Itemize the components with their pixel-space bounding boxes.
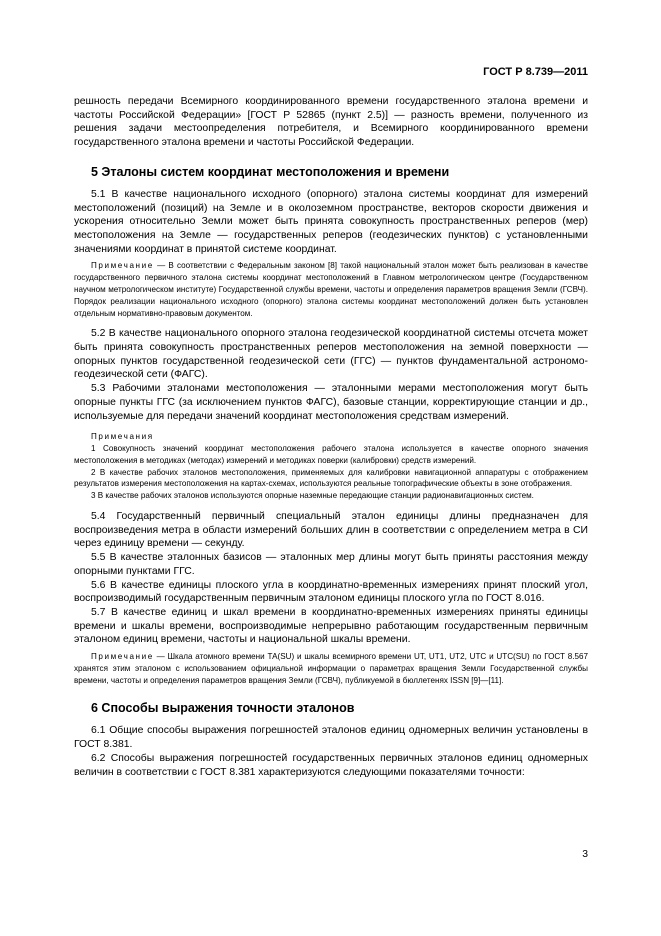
paragraph-5-5: 5.5 В качестве эталонных базисов — эталонных мер длины могут быть приняты расстояния между опорными пунктами ГГС.: [74, 552, 588, 577]
paragraph-5-6: 5.6 В качестве единицы плоского угла в координатно-временных измерениях принят плоский угол, воспроизводимый государственным первичным эталоном единицы плоского угла по ГОСТ 8.016.: [74, 579, 588, 605]
paragraph-5-7: 5.7 В качестве единиц и шкал времени в координатно-временных измерениях приняты единицы времени и шкалы времени, воспроизводимые непрерывно работающим государственным первичным эталоном единиц времени, частоты и национальной шкалы времени.: [74, 606, 588, 646]
section-5-heading: 5 Эталоны систем координат местоположения и времени: [91, 164, 450, 179]
document-header: ГОСТ Р 8.739—2011: [483, 66, 588, 78]
note-text: — Шкала атомного времени ТА(SU) и шкалы всемирного времени UT, UT1, UT2, UTC и UTC(SU) по ГОСТ 8.567 хранятся этим эталоном с использованием официальной информации о параметрах вращения Земли Государственной службы времени, частоты и определения параметров вращения Земли (ГСВЧ), публикуемой в бюллетенях ISSN [9]—[11].: [74, 652, 588, 685]
paragraph-5-2: 5.2 В качестве национального опорного эталона геодезической координатной системы отсчета может быть принята совокупность пространственных реперов местоположения на земной поверхности — опорных пунктов государственной геодезической сети (ГГС) — пунктов фундаментальной астрономо-геодезической сети (ФАГС).: [74, 328, 588, 381]
paragraph-6-1: 6.1 Общие способы выражения погрешностей эталонов единиц одномерных величин установлены в ГОСТ 8.381.: [74, 725, 588, 751]
paragraph-5-1: 5.1 В качестве национального исходного (опорного) эталона системы координат для измерений местоположений (позиций) на Земле и в околоземном пространстве, векторов скорости движения и ускорения относительно Земли может быть принята совокупность пространственных реперов (мер) местоположения на Земле — государственных реперов (геодезических пунктов) с установленными значениями координат в принятой системе координат.: [74, 188, 588, 255]
section-6-heading: 6 Способы выражения точности эталонов: [91, 701, 355, 716]
note-label: Примечание: [91, 261, 154, 271]
note-item: 2 В качестве рабочих эталонов местоположения, применяемых для калибровки навигационной аппаратуры с отображением результатов измерения местоположения на картах-схемах, используются реальные топографические объекты в зоне отображения.: [74, 467, 588, 489]
paragraph-5-3: 5.3 Рабочими эталонами местоположения — эталонными мерами местоположения могут быть опорные пункты ГГС (за исключением пунктов ФАГС), базовые станции, корректирующие станции и др., используемые для передачи значений координат местоположения средствам измерений.: [74, 383, 588, 422]
note-label: Примечание: [91, 652, 154, 662]
paragraph-6-2: 6.2 Способы выражения погрешностей государственных первичных эталонов единиц одномерных величин в соответствии с ГОСТ 8.381 характеризуются следующими показателями точности:: [74, 752, 588, 778]
note-5-7: [74, 651, 588, 686]
note-item: 1 Совокупность значений координат местоположения рабочего эталона используется в качестве опорного значения местоположения в методиках (методах) измерений и методиках поверки (калибровки) средств измерений.: [74, 444, 588, 465]
notes-label: Примечания: [91, 432, 154, 442]
page-content: [74, 95, 588, 779]
note-text: — В соответствии с Федеральным законом [8] такой национальный эталон может быть реализован в качестве государственного первичного эталона системы координат местоположений в Главном метрологическом центре (Государственном научном метрологическом институте) Государственной службы времени, частоты и определения параметров вращения Земли (ГСВЧ). Порядок реализации национального исходного (опорного) эталона системы координат местоположений должен быть установлен отдельным нормативно-правовым документом.: [74, 261, 588, 318]
page-number: 3: [582, 849, 588, 860]
note-item: 3 В качестве рабочих эталонов используются опорные наземные передающие станции радионавигационных систем.: [91, 491, 534, 501]
intro-paragraph: решность передачи Всемирного координированного времени государственного эталона времени и частоты Российской Федерации» [ГОСТ Р 52865 (пункт 2.5)] — разность времени, полученного из решения задачи местоопределения потребителя, и Всемирного координированного времени государственного эталона времени и частоты Российской Федерации.: [74, 96, 588, 149]
paragraph-5-4: 5.4 Государственный первичный специальный эталон единицы длины предназначен для воспроизведения метра в области измерений больших длин в соответствии с определением метра в СИ через единицу времени — секунду.: [74, 511, 588, 550]
note-5-1: [74, 260, 588, 319]
